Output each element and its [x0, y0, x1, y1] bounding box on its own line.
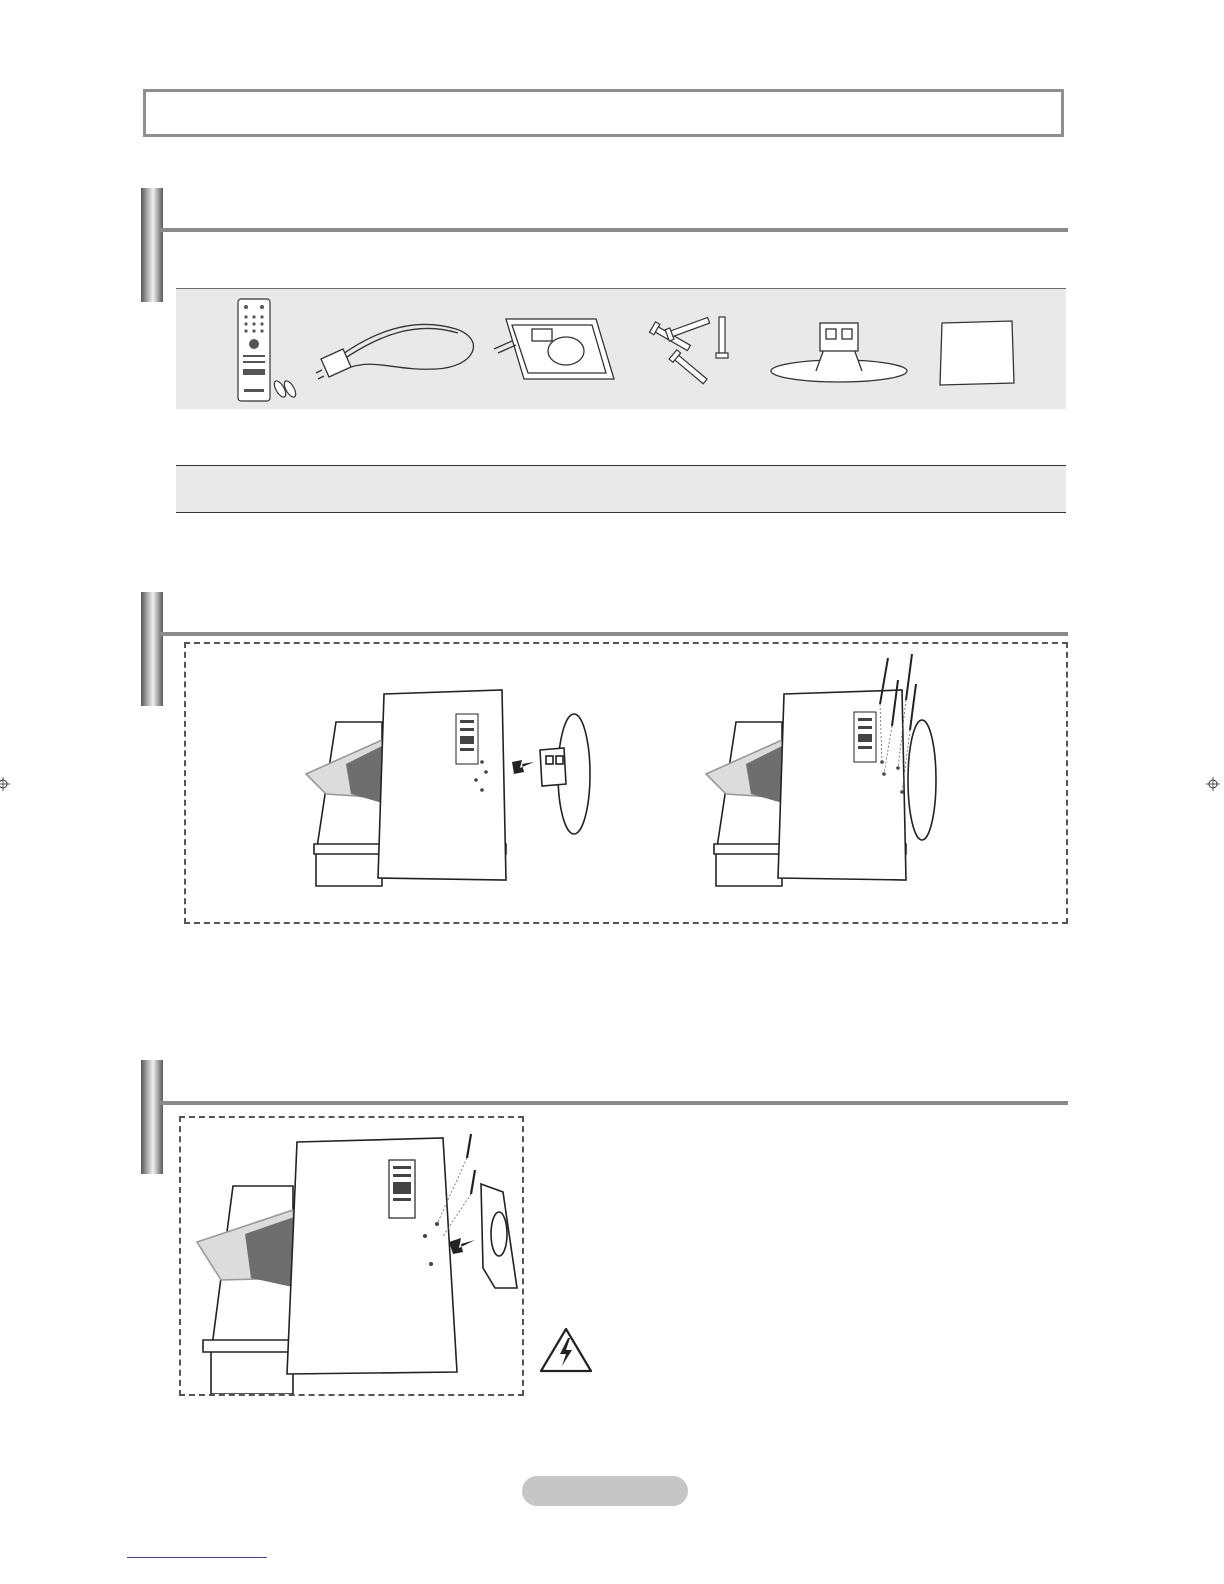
section-marker-accessories: [141, 188, 163, 302]
footer-underline: [127, 1557, 267, 1558]
tv-screw-stand-drawing: [706, 654, 936, 886]
tv-attach-stand-drawing: [306, 690, 590, 886]
remote-control-icon: [238, 299, 298, 401]
section-marker-cover: [141, 1060, 163, 1174]
section-marker-stand: [141, 592, 163, 706]
accessories-illustration: [176, 289, 1066, 409]
power-cord-icon: [316, 324, 473, 379]
registration-mark-left: [0, 777, 10, 791]
stand-installation-figure: [184, 642, 1068, 924]
cover-installation-illustration: [181, 1118, 522, 1394]
registration-mark-right: [1206, 777, 1220, 791]
page-number-badge: [522, 1476, 688, 1506]
cover-installation-figure: [179, 1116, 524, 1396]
screws-icon: [650, 315, 728, 386]
stand-icon: [771, 323, 907, 382]
accessories-band: [176, 288, 1066, 409]
stand-cover-icon: [494, 319, 614, 379]
section-rule-accessories: [160, 228, 1068, 232]
cleaning-cloth-icon: [940, 321, 1014, 385]
section-rule-stand: [160, 632, 1068, 636]
electric-shock-warning-icon: [538, 1326, 594, 1374]
page-title-box: [143, 89, 1064, 137]
stand-installation-illustration: [186, 644, 1066, 922]
accessories-note-band: [176, 465, 1066, 513]
section-rule-cover: [160, 1101, 1068, 1105]
